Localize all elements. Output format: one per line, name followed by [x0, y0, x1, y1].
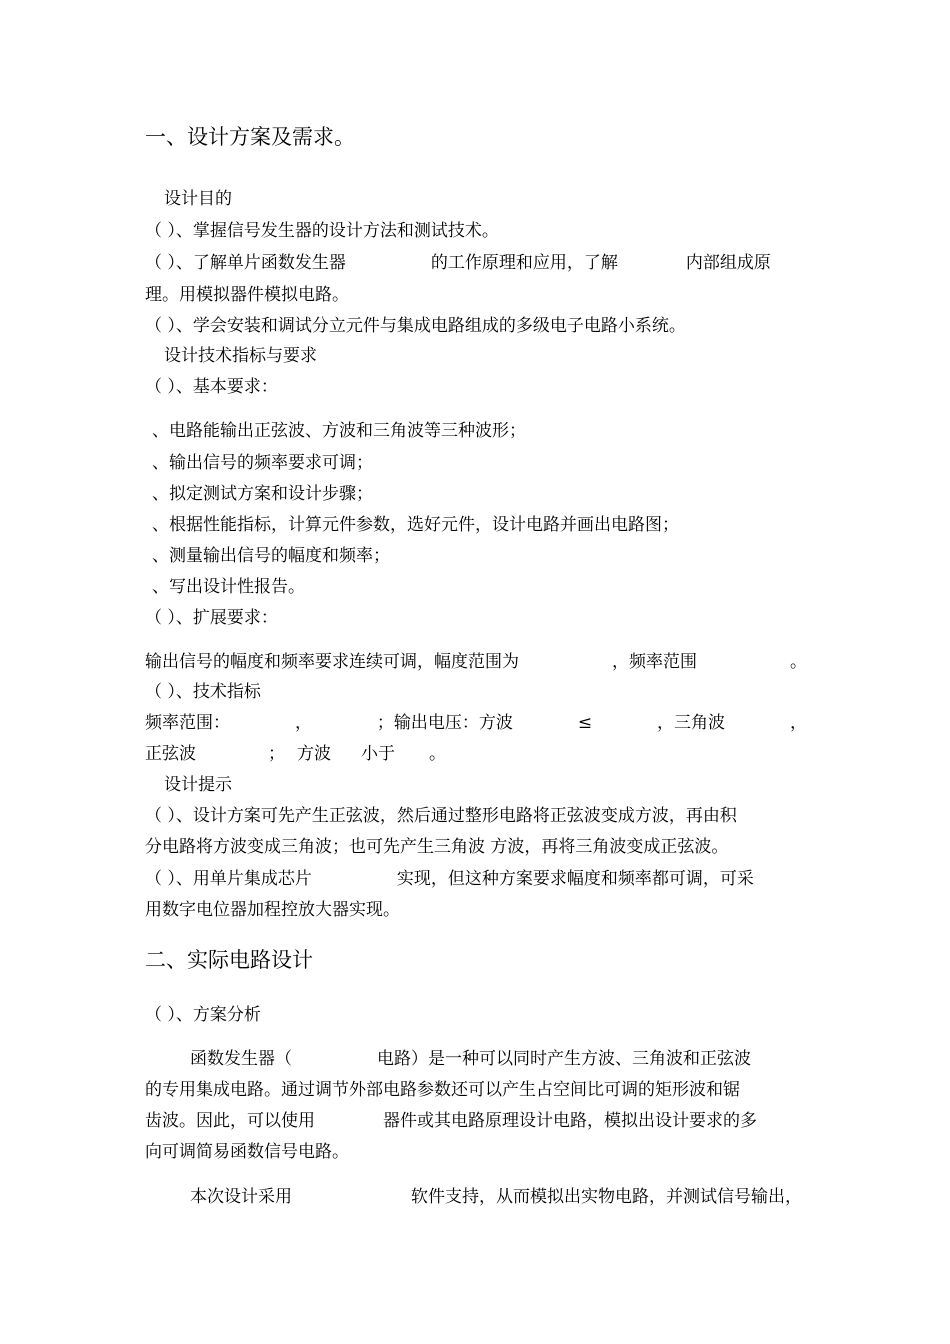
tech-text: 。 [429, 744, 446, 764]
tech-line-2 [145, 743, 446, 765]
purpose-item: （ ）、了解单片函数发生器 的工作原理和应用，了解 内部组成原 [145, 253, 771, 273]
basic-item: 、根据性能指标，计算元件参数，选好元件，设计电路并画出电路图； [152, 515, 679, 535]
tech-text: ，三角波 [657, 713, 725, 733]
tech-line [145, 712, 807, 734]
basic-title: （ ）、基本要求： [145, 377, 278, 397]
hint-item: 用数字电位器加程控放大器实现。 [145, 900, 400, 920]
section1-title: 一、设计方案及需求。 [145, 125, 355, 149]
tech-text: ， [294, 713, 312, 733]
paragraph-line: 向可调简易函数信号电路。 [145, 1142, 349, 1162]
basic-item: 、测量输出信号的幅度和频率； [152, 546, 390, 566]
spec-title: 设计技术指标与要求 [164, 346, 317, 366]
purpose-item: （ ）、掌握信号发生器的设计方法和测试技术。 [145, 221, 499, 241]
paragraph-line: 函数发生器（ 电路）是一种可以同时产生方波、三角波和正弦波 [190, 1049, 751, 1069]
paragraph-line: 的专用集成电路。通过调节外部电路参数还可以产生占空间比可调的矩形波和锯 [145, 1080, 740, 1100]
ext-text: 。 [790, 652, 807, 672]
tech-text: ≤ [577, 713, 593, 733]
hint-item: 分电路将方波变成三角波；也可先产生三角波 方波，再将三角波变成正弦波。 [145, 837, 729, 857]
hint-item: （ ）、设计方案可先产生正弦波，然后通过整形电路将正弦波变成方波，再由积 [145, 806, 737, 826]
paragraph-line: 齿波。因此，可以使用 器件或其电路原理设计电路，模拟出设计要求的多 [145, 1111, 757, 1131]
ext-text: ，频率范围 [612, 652, 697, 672]
basic-item: 、拟定测试方案和设计步骤； [152, 484, 373, 504]
hint-item: （ ）、用单片集成芯片 实现，但这种方案要求幅度和频率都可调，可采 [145, 869, 754, 889]
hint-title: 设计提示 [164, 775, 232, 795]
tech-text: 频率范围： [145, 713, 230, 733]
basic-item: 、电路能输出正弦波、方波和三角波等三种波形； [152, 421, 526, 441]
analysis-title: （ ）、方案分析 [145, 1005, 261, 1025]
tech-text: 小于 [361, 744, 395, 764]
tech-text: ， [789, 713, 807, 733]
ext-title: （ ）、扩展要求： [145, 608, 278, 628]
basic-item: 、写出设计性报告。 [152, 577, 305, 597]
ext-text: 输出信号的幅度和频率要求连续可调，幅度范围为 [145, 652, 519, 672]
purpose-item: 理。用模拟器件模拟电路。 [145, 285, 349, 305]
tech-text: 正弦波 [145, 744, 196, 764]
ext-line [145, 651, 807, 673]
paragraph-line: 本次设计采用 软件支持，从而模拟出实物电路，并测试信号输出， [190, 1187, 802, 1207]
tech-title: （ ）、技术指标 [145, 682, 261, 702]
purpose-title: 设计目的 [164, 189, 232, 209]
tech-text: ； [268, 744, 285, 764]
tech-text: ；输出电压：方波 [376, 713, 513, 733]
basic-item: 、输出信号的频率要求可调； [152, 453, 373, 473]
purpose-item: （ ）、学会安装和调试分立元件与集成电路组成的多级电子电路小系统。 [145, 316, 686, 336]
tech-text: 方波 [297, 744, 331, 764]
section2-title: 二、实际电路设计 [145, 948, 313, 972]
